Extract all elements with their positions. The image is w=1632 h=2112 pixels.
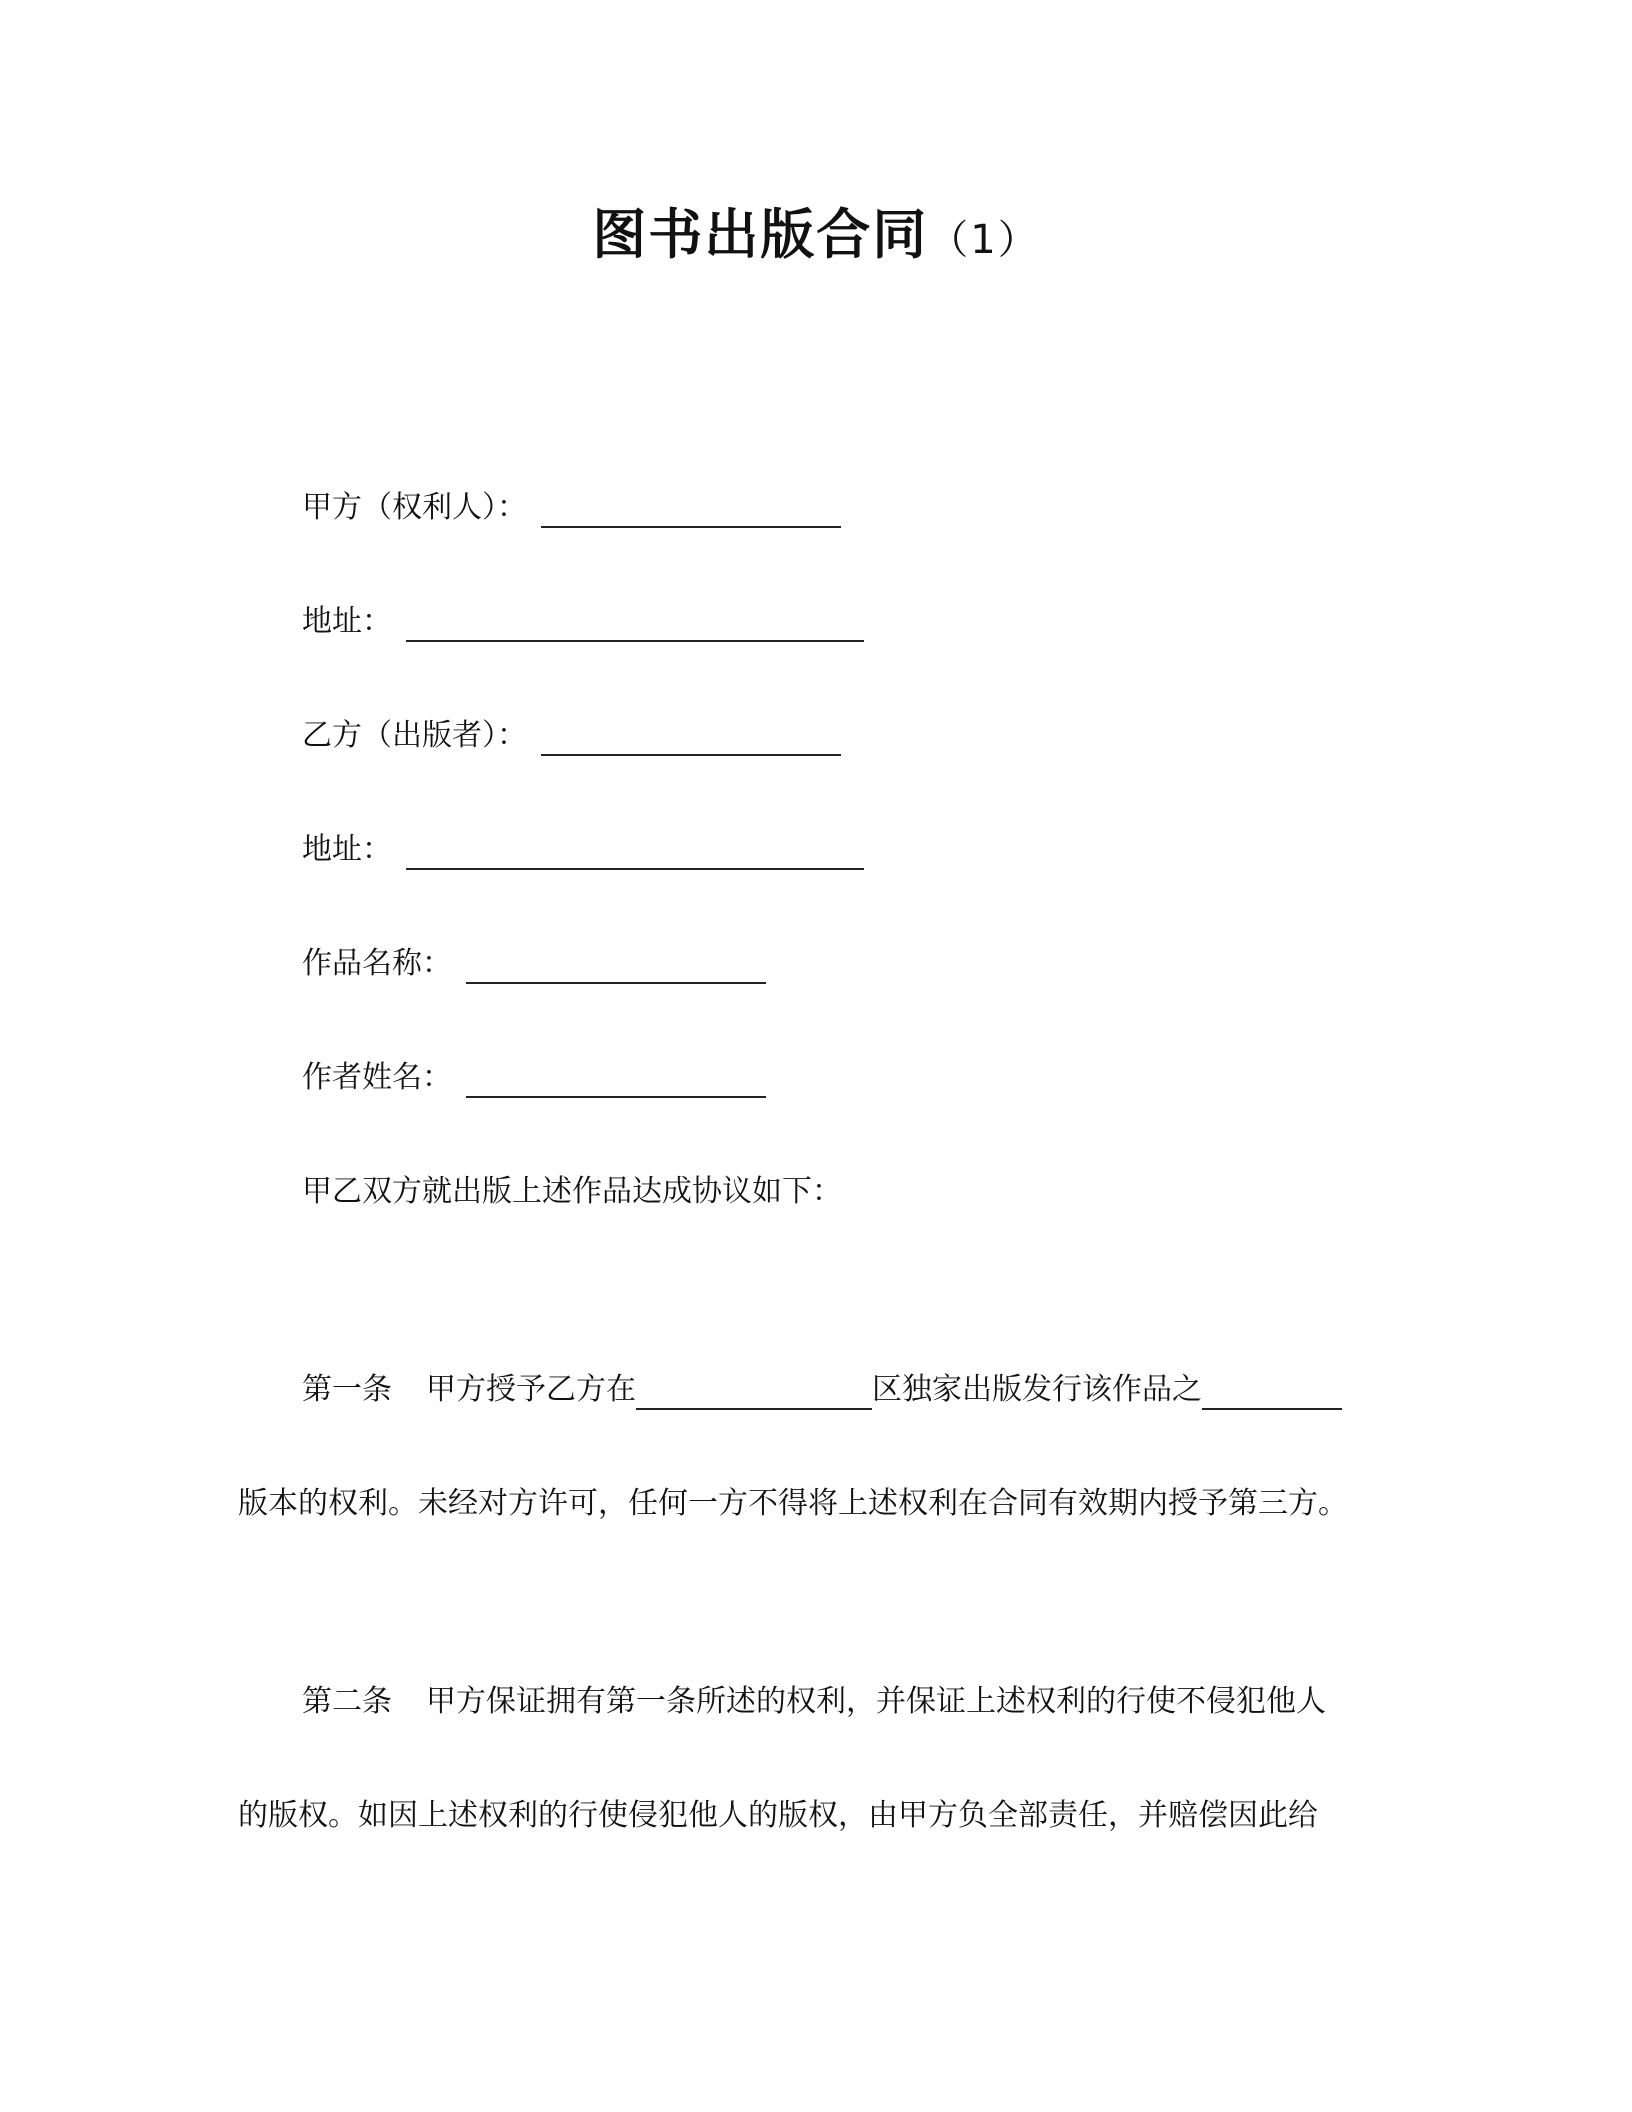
- party-b-field: [302, 716, 841, 756]
- article-2-line-2: 的版权。如因上述权利的行使侵犯他人的版权，由甲方负全部责任，并赔偿因此给: [238, 1798, 1318, 1833]
- region-blank[interactable]: [636, 1374, 872, 1410]
- party-a-address-label: 地址：: [302, 604, 392, 639]
- article-1-line-1: [302, 1370, 1342, 1410]
- party-b-address-field: [302, 830, 864, 870]
- author-name-field: [302, 1058, 766, 1098]
- document-title: [0, 200, 1632, 275]
- edition-blank[interactable]: [1202, 1374, 1342, 1410]
- party-a-blank[interactable]: [541, 490, 841, 528]
- title-text: 图书出版合同: [592, 203, 929, 266]
- article-1-text-a: 甲方授予乙方在: [426, 1372, 636, 1407]
- article-1-line-2: 版本的权利。未经对方许可，任何一方不得将上述权利在合同有效期内授予第三方。: [238, 1486, 1348, 1521]
- article-2-heading: 第二条: [302, 1684, 392, 1719]
- party-b-blank[interactable]: [541, 718, 841, 756]
- article-1-text-b: 区独家出版发行该作品之: [872, 1372, 1202, 1407]
- article-2-text-a: 甲方保证拥有第一条所述的权利，并保证上述权利的行使不侵犯他人: [426, 1684, 1326, 1719]
- author-name-blank[interactable]: [466, 1060, 766, 1098]
- title-number: （1）: [928, 217, 1040, 263]
- agreement-intro: 甲乙双方就出版上述作品达成协议如下：: [302, 1174, 842, 1209]
- party-a-label: 甲方（权利人）：: [302, 490, 527, 525]
- party-b-address-blank[interactable]: [406, 832, 864, 870]
- work-title-blank[interactable]: [466, 946, 766, 984]
- party-a-address-blank[interactable]: [406, 604, 864, 642]
- work-title-label: 作品名称：: [302, 946, 452, 981]
- author-name-label: 作者姓名：: [302, 1060, 452, 1095]
- party-a-field: [302, 488, 841, 528]
- article-2-line-1: [302, 1682, 1326, 1722]
- party-a-address-field: [302, 602, 864, 642]
- article-1-heading: 第一条: [302, 1372, 392, 1407]
- party-b-address-label: 地址：: [302, 832, 392, 867]
- party-b-label: 乙方（出版者）：: [302, 718, 527, 753]
- work-title-field: [302, 944, 766, 984]
